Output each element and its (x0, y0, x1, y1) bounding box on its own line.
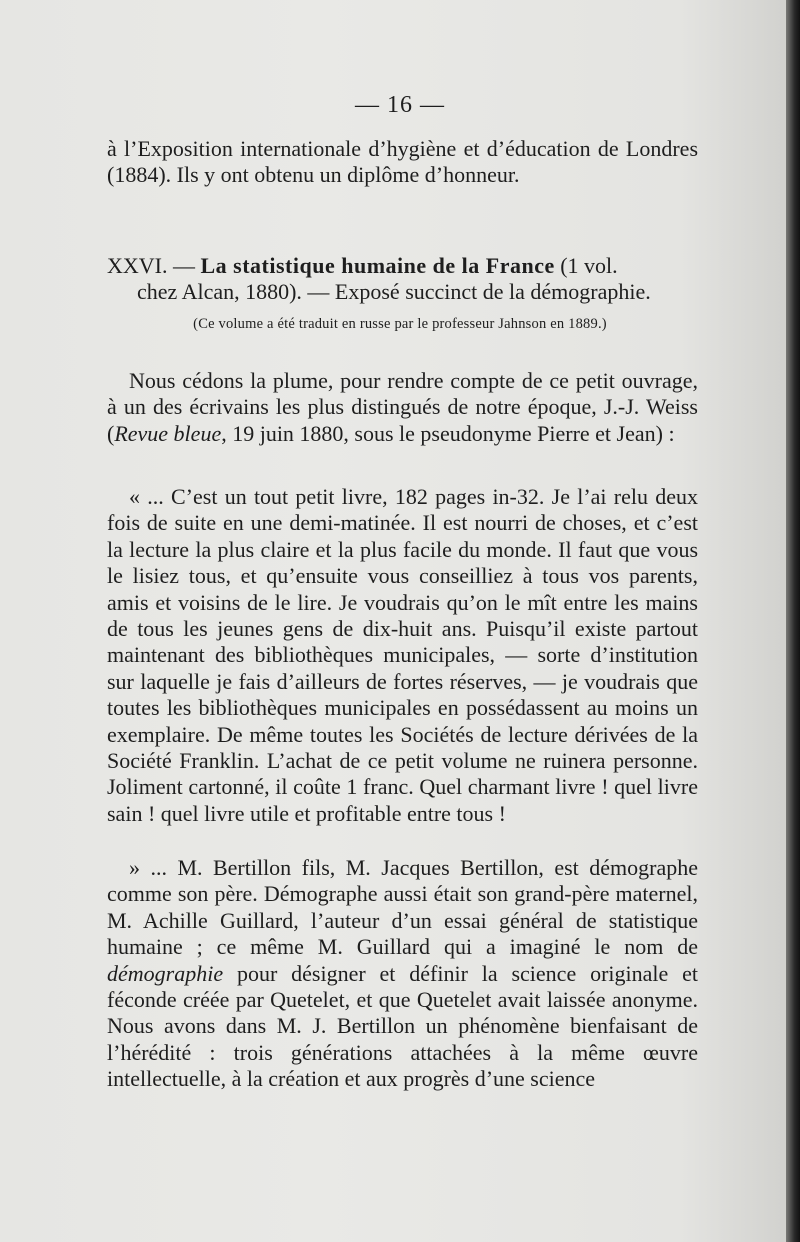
paragraph-2-quote (107, 484, 698, 827)
paragraph-3-term: démographie (107, 960, 224, 986)
paragraph-1-after: , 19 juin 1880, sous le pseudonyme Pierre et Jean) : (221, 420, 675, 446)
paragraph-3-after: pour désigner et définir la science originale et féconde créée par Quetelet, et que Quetelet avait laissée anonyme. Nous avons dans M. J. Bertillon un phénomène bienfaisant de l’hérédité : trois générations attachées à la même œuvre intellectuelle, à la création et aux progrès d’une science (107, 960, 698, 1092)
page-edge-shadow (786, 0, 800, 1242)
paragraph-3-quote (107, 855, 698, 1093)
entry-numeral: XXVI. — (107, 253, 195, 278)
entry-details-second: chez Alcan, 1880). — Exposé succinct de la démographie. (137, 279, 651, 305)
translation-note: (Ce volume a été traduit en russe par le professeur Jahnson en 1889.) (193, 316, 607, 332)
entry-heading-line (107, 253, 698, 279)
bibliography-entry (107, 253, 698, 306)
entry-details-first: (1 vol. (560, 253, 618, 278)
entry-title: La statistique humaine de la France (200, 253, 555, 278)
paragraph-1-before: Nous cédons la plume, pour rendre compte de ce petit ouvrage, à un des écrivains les plus distingués de notre époque, J.-J. Weiss ( (107, 368, 698, 446)
intro-paragraph (107, 136, 698, 189)
paragraph-3-before: » ... M. Bertillon fils, M. Jacques Bertillon, est démographe comme son père. Démographe aussi était son grand-père maternel, M. Achille Guillard, l’auteur d’un essai général de statistique humaine ; ce même M. Guillard qui a imaginé le nom de (107, 855, 698, 960)
paragraph-1-text (107, 368, 698, 447)
paragraph-2-text: « ... C’est un tout petit livre, 182 pages in-32. Je l’ai relu deux fois de suite en une demi-matinée. Il est nourri de choses, et c’est la lecture la plus claire et la plus facile du monde. Il faut que vous le lisiez tous, et qu’ensuite vous conseilliez à tous vos parents, amis et voisins de le lire. Je voudrais qu’on le mît entre les mains de tous les jeunes gens de dix-huit ans. Puisqu’il existe partout maintenant des bibliothèques municipales, — sorte d’institution sur laquelle je fais d’ailleurs de fortes réserves, — je voudrais que toutes les bibliothèques municipales en possédassent au moins un exemplaire. De même toutes les Sociétés de lecture dérivées de la Société Franklin. L’achat de ce petit volume ne ruinera personne. Joliment cartonné, il coûte 1 franc. Quel charmant livre ! quel livre sain ! quel livre utile et profitable entre tous ! (107, 484, 698, 826)
paragraph-1 (107, 368, 698, 447)
intro-text: à l’Exposition internationale d’hygiène et d’éducation de Londres (1884). Ils y ont obtenu un diplôme d’honneur. (107, 136, 698, 188)
paragraph-3-text (107, 855, 698, 1093)
page-number: — 16 — (355, 92, 445, 118)
paragraph-1-source: Revue bleue (114, 420, 222, 446)
